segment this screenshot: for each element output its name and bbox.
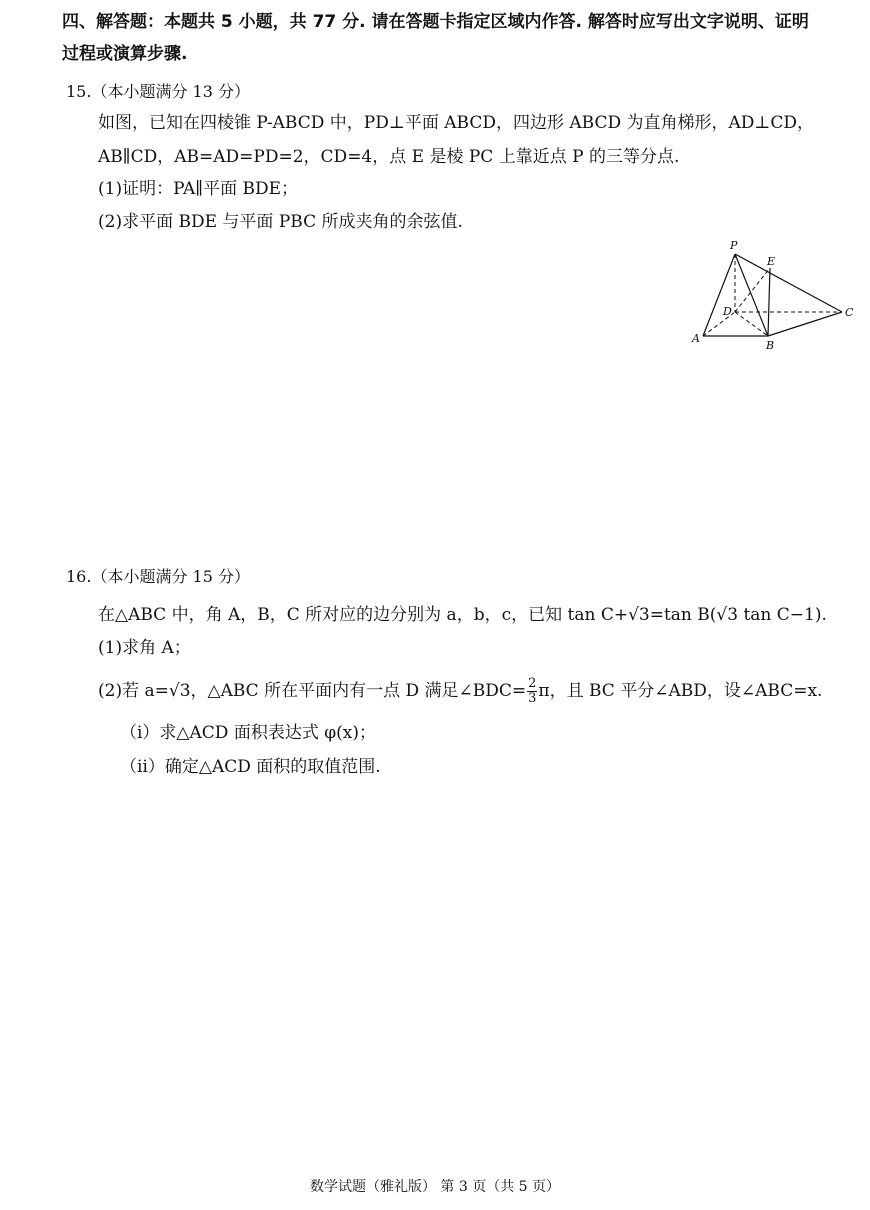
q15-stem-line1: 如图，已知在四棱锥 P-ABCD 中，PD⊥平面 ABCD，四边形 ABCD 为直角梯形，AD⊥CD， <box>98 113 815 133</box>
q16-part2 <box>98 677 822 706</box>
fraction-denominator: 3 <box>528 691 537 706</box>
label-D: D <box>723 305 732 318</box>
q16-header: 16.（本小题满分 15 分） <box>66 567 250 586</box>
label-B: B <box>766 339 775 352</box>
q16-sub2: （ⅱ）确定△ACD 面积的取值范围. <box>120 757 381 777</box>
pyramid-figure <box>688 236 858 352</box>
label-A: A <box>692 332 700 345</box>
fraction-numerator: 2 <box>528 676 537 691</box>
fraction-two-thirds <box>527 677 537 706</box>
edge-DE <box>735 268 770 312</box>
q16-stem: 在△ABC 中，角 A，B，C 所对应的边分别为 a，b，c，已知 tan C+√3=tan B(√3 tan C−1). <box>98 605 827 625</box>
section-heading-line2: 过程或演算步骤. <box>62 44 188 64</box>
q16-sub1: （ⅰ）求△ACD 面积表达式 φ(x)； <box>120 723 376 743</box>
label-P: P <box>730 239 738 252</box>
q16-part2-text-before: (2)若 a=√3，△ABC 所在平面内有一点 D 满足∠BDC= <box>98 681 527 701</box>
q15-stem-line2: AB∥CD，AB=AD=PD=2，CD=4，点 E 是棱 PC 上靠近点 P 的三等分点. <box>98 147 680 167</box>
q16-part2-text-after: π，且 BC 平分∠ABD，设∠ABC=x. <box>538 681 823 701</box>
label-C: C <box>845 306 854 319</box>
label-E: E <box>767 255 776 268</box>
q15-part2: (2)求平面 BDE 与平面 PBC 所成夹角的余弦值. <box>98 212 463 232</box>
section-heading-line1: 四、解答题：本题共 5 小题，共 77 分. 请在答题卡指定区域内作答. 解答时应写出文字说明、证明 <box>62 12 809 32</box>
edge-PB <box>735 254 768 336</box>
q15-part1: (1)证明：PA∥平面 BDE； <box>98 179 299 199</box>
q15-header: 15.（本小题满分 13 分） <box>66 82 250 101</box>
edge-BC <box>768 312 842 336</box>
q16-part1: (1)求角 A； <box>98 638 191 658</box>
edge-EB <box>768 268 770 336</box>
page-footer: 数学试题（雅礼版） 第 3 页（共 5 页） <box>309 1179 561 1195</box>
edge-PA <box>703 254 735 336</box>
edge-PC <box>735 254 842 312</box>
